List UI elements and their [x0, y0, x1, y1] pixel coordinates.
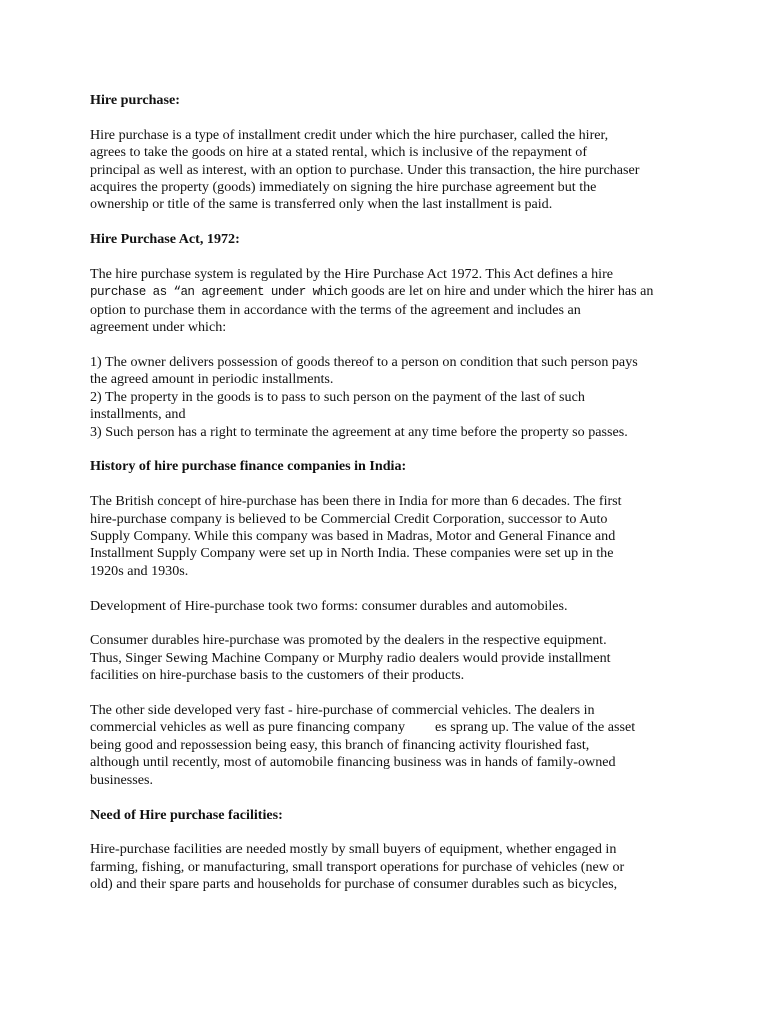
- text-line: hire-purchase company is believed to be Commercial Credit Corporation, successor to Auto: [90, 510, 608, 527]
- text-line: [90, 283, 690, 301]
- paragraph-act-intro: [90, 266, 690, 337]
- text-line: businesses.: [90, 771, 154, 788]
- list-line: 2) The property in the goods is to pass to such person on the payment of the last of such: [90, 388, 585, 405]
- section-heading-need: Need of Hire purchase facilities:: [90, 806, 283, 823]
- text-line: old) and their spare parts and households for purchase of consumer durables such as bicycles,: [90, 876, 618, 893]
- list-line: installments, and: [90, 406, 186, 423]
- text-line: [90, 719, 690, 736]
- section-heading-hire-purchase: Hire purchase:: [90, 92, 180, 108]
- paragraph-hire-purchase-definition: [90, 127, 690, 214]
- text-line: The British concept of hire-purchase has been there in India for more than 6 decades. The first: [90, 493, 622, 510]
- text-line: Installment Supply Company were set up in North India. These companies were set up in the: [90, 545, 614, 562]
- text-line: acquires the property (goods) immediately on signing the hire purchase agreement but the: [90, 179, 597, 196]
- document-page: [90, 92, 690, 911]
- text-line: farming, fishing, or manufacturing, small transport operations for purchase of vehicles (new or: [90, 858, 625, 875]
- text-line: 1920s and 1930s.: [90, 562, 189, 579]
- text-line: Hire-purchase facilities are needed mostly by small buyers of equipment, whether engaged in: [90, 841, 617, 858]
- section-heading-hire-purchase-act: Hire Purchase Act, 1972:: [90, 231, 240, 248]
- text-fragment: commercial vehicles as well as pure financing company: [90, 719, 406, 736]
- text-line: although until recently, most of automobile financing business was in hands of family-owned: [90, 754, 616, 771]
- text-line: being good and repossession being easy, this branch of financing activity flourished fast,: [90, 736, 590, 753]
- text-line: Development of Hire-purchase took two forms: consumer durables and automobiles.: [90, 597, 568, 614]
- paragraph-two-forms: [90, 598, 690, 615]
- text-line: Consumer durables hire-purchase was promoted by the dealers in the respective equipment.: [90, 632, 607, 649]
- paragraph-act-conditions-list: [90, 354, 690, 441]
- text-line: Hire purchase is a type of installment credit under which the hire purchaser, called the hirer,: [90, 126, 609, 143]
- text-line: The hire purchase system is regulated by the Hire Purchase Act 1972. This Act defines a hire: [90, 266, 614, 283]
- list-line: 3) Such person has a right to terminate the agreement at any time before the property so passes.: [90, 423, 628, 440]
- list-line: the agreed amount in periodic installments.: [90, 371, 334, 388]
- text-line: option to purchase them in accordance with the terms of the agreement and includes an: [90, 301, 581, 318]
- paragraph-consumer-durables: [90, 632, 690, 684]
- text-fragment: es sprang up. The value of the asset: [435, 719, 636, 736]
- text-line: facilities on hire-purchase basis to the customers of their products.: [90, 667, 465, 684]
- text-fragment: goods are let on hire and under which the hirer has an: [347, 283, 654, 300]
- text-line: ownership or title of the same is transferred only when the last installment is paid.: [90, 196, 553, 213]
- paragraph-need-facilities: [90, 841, 690, 893]
- list-line: 1) The owner delivers possession of goods thereof to a person on condition that such person pays: [90, 354, 638, 371]
- text-line: principal as well as interest, with an option to purchase. Under this transaction, the hire purchaser: [90, 161, 640, 178]
- paragraph-british-concept: [90, 493, 690, 580]
- text-line: The other side developed very fast - hire-purchase of commercial vehicles. The dealers in: [90, 702, 595, 719]
- text-line: Supply Company. While this company was based in Madras, Motor and General Finance and: [90, 528, 616, 545]
- paragraph-commercial-vehicles: [90, 702, 690, 789]
- section-heading-history: History of hire purchase finance companies in India:: [90, 458, 407, 475]
- text-line: agreement under which:: [90, 319, 227, 336]
- text-line: agrees to take the goods on hire at a stated rental, which is inclusive of the repayment of: [90, 144, 588, 161]
- monospace-quote: purchase as “an agreement under which: [90, 285, 348, 300]
- text-line: Thus, Singer Sewing Machine Company or Murphy radio dealers would provide installment: [90, 649, 611, 666]
